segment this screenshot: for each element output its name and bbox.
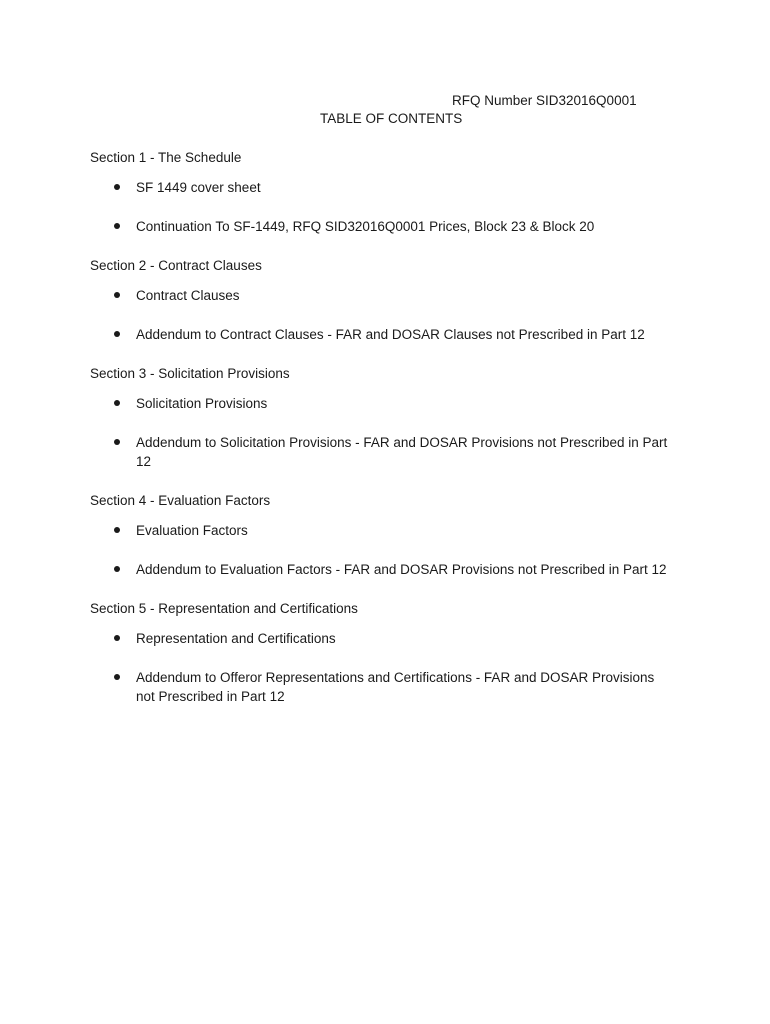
bullet-icon	[114, 400, 120, 406]
bullet-icon	[114, 674, 120, 680]
section-4	[90, 491, 690, 579]
section-heading: Section 4 - Evaluation Factors	[90, 493, 271, 508]
list-item	[90, 668, 690, 706]
toc-sections	[90, 148, 690, 726]
list-item	[90, 286, 690, 305]
section-2	[90, 256, 690, 344]
list-item-text: Contract Clauses	[136, 288, 240, 303]
list-item-text: Addendum to Offeror Representations and Certifications - FAR and DOSAR Provisions not Prescribed in Part 12	[136, 670, 655, 704]
section-3	[90, 364, 690, 471]
section-item-list	[90, 286, 690, 344]
bullet-icon	[114, 184, 120, 190]
bullet-icon	[114, 527, 120, 533]
bullet-icon	[114, 566, 120, 572]
list-item-text: Solicitation Provisions	[136, 396, 268, 411]
section-heading: Section 2 - Contract Clauses	[90, 258, 262, 273]
section-5	[90, 599, 690, 706]
section-heading: Section 1 - The Schedule	[90, 150, 242, 165]
section-heading: Section 3 - Solicitation Provisions	[90, 366, 290, 381]
list-item-text: Representation and Certifications	[136, 631, 336, 646]
rfq-number: RFQ Number SID32016Q0001	[452, 93, 637, 108]
list-item-text: Addendum to Solicitation Provisions - FAR and DOSAR Provisions not Prescribed in Part 12	[136, 435, 668, 469]
section-item-list	[90, 178, 690, 236]
list-item	[90, 521, 690, 540]
list-item	[90, 560, 690, 579]
list-item	[90, 178, 690, 197]
list-item-text: Continuation To SF-1449, RFQ SID32016Q0001 Prices, Block 23 & Block 20	[136, 219, 595, 234]
section-item-list	[90, 629, 690, 706]
bullet-icon	[114, 439, 120, 445]
section-item-list	[90, 394, 690, 471]
list-item	[90, 394, 690, 413]
page-title: TABLE OF CONTENTS	[320, 111, 463, 126]
list-item	[90, 629, 690, 648]
section-heading: Section 5 - Representation and Certifications	[90, 601, 358, 616]
list-item-text: Addendum to Evaluation Factors - FAR and DOSAR Provisions not Prescribed in Part 12	[136, 562, 667, 577]
list-item	[90, 217, 690, 236]
section-item-list	[90, 521, 690, 579]
list-item-text: Addendum to Contract Clauses - FAR and DOSAR Clauses not Prescribed in Part 12	[136, 327, 645, 342]
bullet-icon	[114, 635, 120, 641]
list-item-text: SF 1449 cover sheet	[136, 180, 261, 195]
list-item	[90, 325, 690, 344]
bullet-icon	[114, 292, 120, 298]
section-1	[90, 148, 690, 236]
bullet-icon	[114, 331, 120, 337]
list-item	[90, 433, 690, 471]
list-item-text: Evaluation Factors	[136, 523, 248, 538]
bullet-icon	[114, 223, 120, 229]
